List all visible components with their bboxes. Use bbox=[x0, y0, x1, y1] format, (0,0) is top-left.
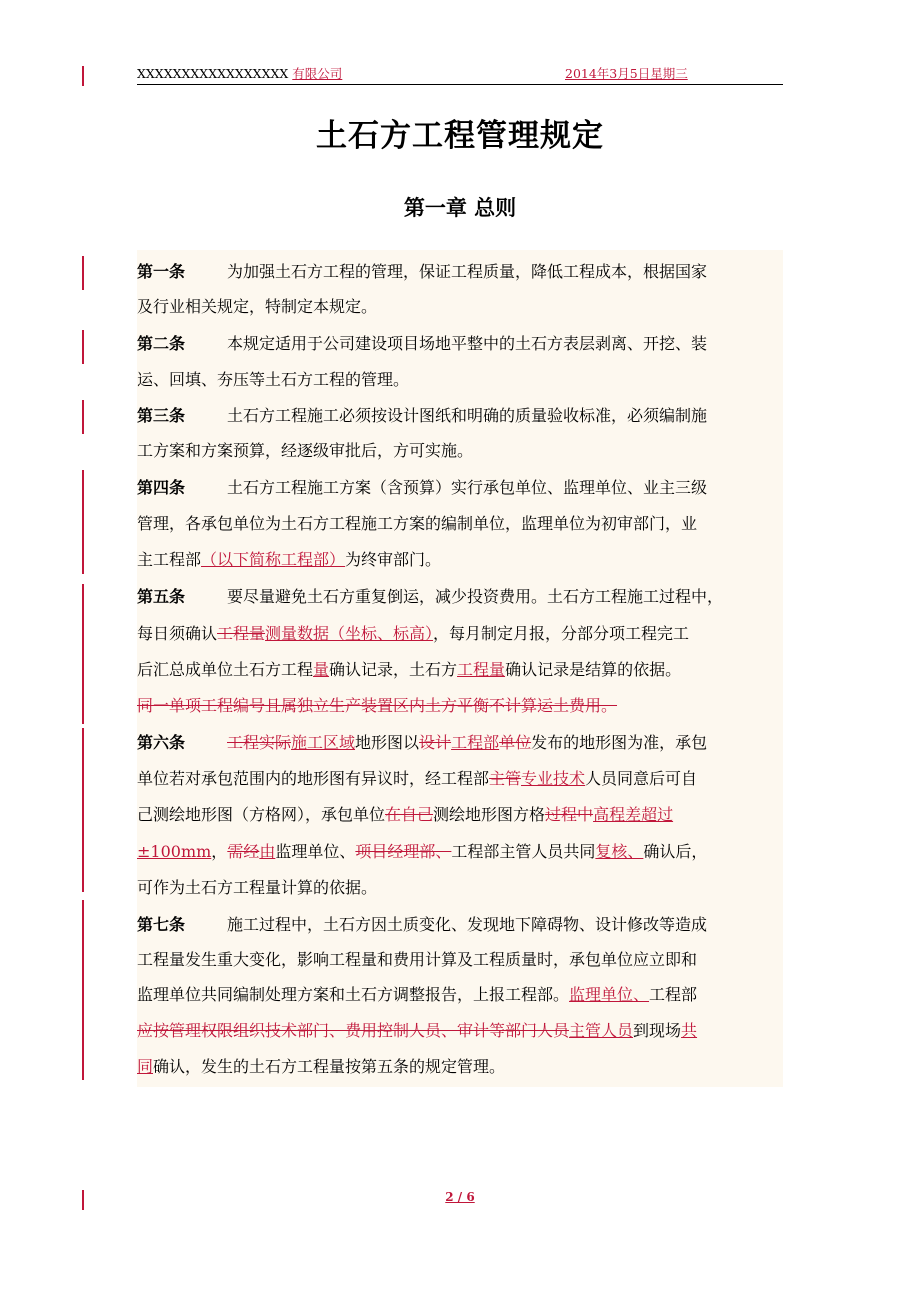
header-date: 2014年3月5日星期三 bbox=[565, 66, 688, 81]
text: 发布的地形图为准，承包 bbox=[531, 733, 708, 752]
article-label: 第五条 bbox=[137, 587, 186, 606]
change-bar-header bbox=[82, 66, 84, 86]
deleted-text: 同一单项工程编号且属独立生产装置区内土方平衡不计算运土费用。 bbox=[137, 696, 618, 715]
article-6-line-3 bbox=[137, 797, 797, 833]
text: 单位若对承包范围内的地形图有异议时，经工程部 bbox=[137, 769, 490, 788]
text: 监理单位、 bbox=[275, 842, 356, 861]
text: 后汇总成单位土石方工程 bbox=[137, 660, 314, 679]
change-bar bbox=[82, 728, 84, 892]
text: ， bbox=[211, 842, 228, 861]
article-label: 第二条 bbox=[137, 334, 186, 353]
text: 到现场 bbox=[633, 1021, 682, 1040]
article-label: 第七条 bbox=[137, 915, 186, 934]
text: 工程量发生重大变化，影响工程量和费用计算及工程质量时，承包单位应立即和 bbox=[137, 950, 698, 969]
article-2-line-2 bbox=[137, 362, 797, 398]
text: 管理，各承包单位为土石方工程施工方案的编制单位，监理单位为初审部门，业 bbox=[137, 514, 698, 533]
inserted-text: 施工区域 bbox=[291, 733, 356, 752]
text: 本规定适用于公司建设项目场地平整中的土石方表层剥离、开挖、装 bbox=[227, 334, 708, 353]
deleted-text: 工程量 bbox=[217, 624, 266, 643]
text: 主工程部 bbox=[137, 550, 202, 569]
inserted-text: 同 bbox=[137, 1057, 154, 1076]
text: 工程部主管人员共同 bbox=[451, 842, 596, 861]
article-4 bbox=[137, 470, 797, 506]
deleted-text: 单位 bbox=[499, 733, 532, 752]
text: 运、回填、夯压等土石方工程的管理。 bbox=[137, 370, 410, 389]
company-suffix-insert: 有限公司 bbox=[292, 66, 343, 81]
change-bar bbox=[82, 256, 84, 290]
text: 工方案和方案预算，经逐级审批后，方可实施。 bbox=[137, 441, 474, 460]
article-3-line-2 bbox=[137, 433, 797, 469]
page-number bbox=[0, 1190, 920, 1204]
text: 己测绘地形图（方格网），承包单位 bbox=[137, 805, 386, 824]
deleted-text: 主管 bbox=[489, 769, 522, 788]
text: 工程部 bbox=[649, 985, 698, 1004]
article-7-line-5 bbox=[137, 1049, 797, 1085]
deleted-text: 项目经理部、 bbox=[355, 842, 452, 861]
deleted-text: 工程实际 bbox=[227, 733, 292, 752]
text: 为加强土石方工程的管理，保证工程质量，降低工程成本，根据国家 bbox=[227, 262, 708, 281]
inserted-text: 测量数据（坐标、标高） bbox=[265, 624, 434, 643]
article-label: 第四条 bbox=[137, 478, 186, 497]
text: 每日须确认 bbox=[137, 624, 218, 643]
article-label: 第三条 bbox=[137, 406, 186, 425]
document-body bbox=[137, 250, 783, 1087]
change-bar bbox=[82, 584, 84, 724]
text: 确认后， bbox=[643, 842, 708, 861]
text: 确认，发生的土石方工程量按第五条的规定管理。 bbox=[153, 1057, 506, 1076]
article-1 bbox=[137, 254, 797, 290]
text: 土石方工程施工必须按设计图纸和明确的质量验收标准，必须编制施 bbox=[227, 406, 708, 425]
chapter-heading: 第一章 总则 bbox=[403, 195, 517, 220]
change-bar bbox=[82, 400, 84, 434]
header-company bbox=[137, 64, 342, 84]
text: 确认记录是结算的依据。 bbox=[505, 660, 682, 679]
text: 人员同意后可自 bbox=[585, 769, 698, 788]
article-5 bbox=[137, 579, 797, 615]
article-4-line-3 bbox=[137, 542, 797, 578]
article-1-line-2 bbox=[137, 289, 797, 325]
article-5-line-4 bbox=[137, 688, 797, 724]
deleted-text: 需经 bbox=[227, 842, 260, 861]
deleted-text: 过程中 bbox=[545, 805, 594, 824]
article-2 bbox=[137, 326, 797, 362]
article-7-line-3 bbox=[137, 977, 797, 1013]
change-bar bbox=[82, 330, 84, 364]
text: ，每月制定月报，分部分项工程完工 bbox=[433, 624, 690, 643]
text: 要尽量避免土石方重复倒运，减少投资费用。土石方工程施工过程中， bbox=[227, 587, 724, 606]
inserted-text: 监理单位、 bbox=[569, 985, 650, 1004]
article-3 bbox=[137, 398, 797, 434]
deleted-text: 设计 bbox=[419, 733, 452, 752]
article-7-line-4 bbox=[137, 1013, 797, 1049]
article-6-line-2 bbox=[137, 761, 797, 797]
text: 施工过程中，土石方因土质变化、发现地下障碍物、设计修改等造成 bbox=[227, 915, 708, 934]
text: 可作为土石方工程量计算的依据。 bbox=[137, 878, 378, 897]
deleted-text: 应按管理权限组织技术部门、费用控制人员、审计等部门人员 bbox=[137, 1021, 570, 1040]
inserted-text: ±100mm bbox=[137, 842, 212, 861]
text: 及行业相关规定，特制定本规定。 bbox=[137, 297, 378, 316]
change-bar bbox=[82, 900, 84, 1080]
text: 确认记录，土石方 bbox=[329, 660, 458, 679]
text: 地形图以 bbox=[355, 733, 420, 752]
inserted-text: 量 bbox=[313, 660, 330, 679]
inserted-text: 共 bbox=[681, 1021, 698, 1040]
document-title: 土石方工程管理规定 bbox=[316, 118, 604, 154]
article-6 bbox=[137, 725, 797, 761]
inserted-text: 专业技术 bbox=[521, 769, 586, 788]
text: 监理单位共同编制处理方案和土石方调整报告，上报工程部。 bbox=[137, 985, 570, 1004]
inserted-text: 主管人员 bbox=[569, 1021, 634, 1040]
inserted-text: 复核、 bbox=[595, 842, 644, 861]
change-bar bbox=[82, 470, 84, 574]
text: 测绘地形图方格 bbox=[433, 805, 546, 824]
article-4-line-2 bbox=[137, 506, 797, 542]
inserted-text: （以下简称工程部） bbox=[201, 550, 346, 569]
article-7 bbox=[137, 907, 797, 943]
page-header bbox=[137, 64, 783, 85]
article-label: 第六条 bbox=[137, 733, 186, 752]
article-label: 第一条 bbox=[137, 262, 186, 281]
article-6-line-5 bbox=[137, 870, 797, 906]
article-5-line-3 bbox=[137, 652, 797, 688]
inserted-text: 工程量 bbox=[457, 660, 506, 679]
text: 为终审部门。 bbox=[345, 550, 442, 569]
company-prefix: XXXXXXXXXXXXXXXXX bbox=[137, 66, 289, 81]
page-number-text: 2 / 6 bbox=[445, 1190, 475, 1204]
article-7-line-2 bbox=[137, 942, 797, 978]
deleted-text: 在自己 bbox=[385, 805, 434, 824]
inserted-text: 由 bbox=[259, 842, 276, 861]
article-5-line-2 bbox=[137, 616, 797, 652]
text: 土石方工程施工方案（含预算）实行承包单位、监理单位、业主三级 bbox=[227, 478, 708, 497]
inserted-text: 高程差超过 bbox=[593, 805, 674, 824]
inserted-text: 工程部 bbox=[451, 733, 500, 752]
article-6-line-4 bbox=[137, 834, 797, 870]
